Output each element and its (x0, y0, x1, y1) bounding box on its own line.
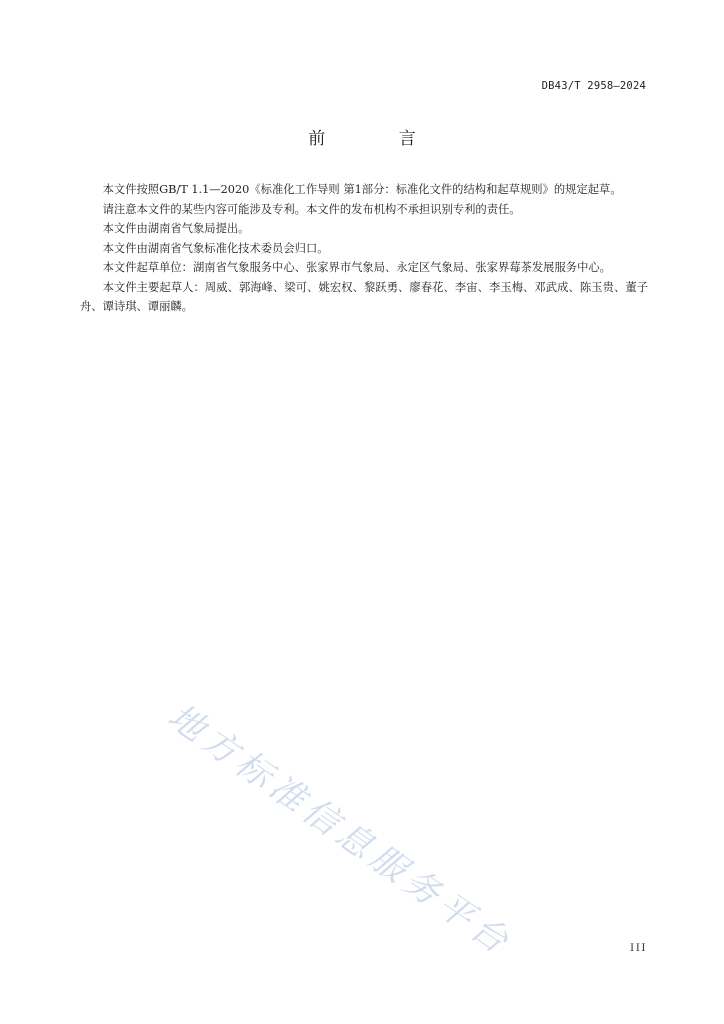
paragraph-drafters: 本文件主要起草人：周威、郭海峰、梁可、姚宏权、黎跃勇、廖春花、李宙、李玉梅、邓武成、陈玉贵、董子舟、谭诗琪、谭丽麟。 (80, 280, 648, 313)
paragraph-centralized-unit: 本文件由湖南省气象标准化技术委员会归口。 (102, 241, 329, 255)
page-number: III (630, 942, 647, 954)
paragraph-drafting-rules: 本文件按照GB/T 1.1—2020《标准化工作导则 第1部分：标准化文件的结构和起草规则》的规定起草。 (102, 183, 622, 196)
paragraph-patent-notice: 请注意本文件的某些内容可能涉及专利。本文件的发布机构不承担识别专利的责任。 (102, 202, 521, 216)
foreword-body (80, 180, 648, 317)
watermark-text: 地方标准信息服务平台 (160, 696, 520, 965)
paragraph-drafting-units: 本文件起草单位：湖南省气象服务中心、张家界市气象局、永定区气象局、张家界莓茶发展服务中心。 (102, 261, 611, 274)
page-title: 前 言 (308, 129, 450, 149)
document-code: DB43/T 2958—2024 (541, 80, 646, 92)
paragraph-proposer: 本文件由湖南省气象局提出。 (102, 222, 250, 235)
